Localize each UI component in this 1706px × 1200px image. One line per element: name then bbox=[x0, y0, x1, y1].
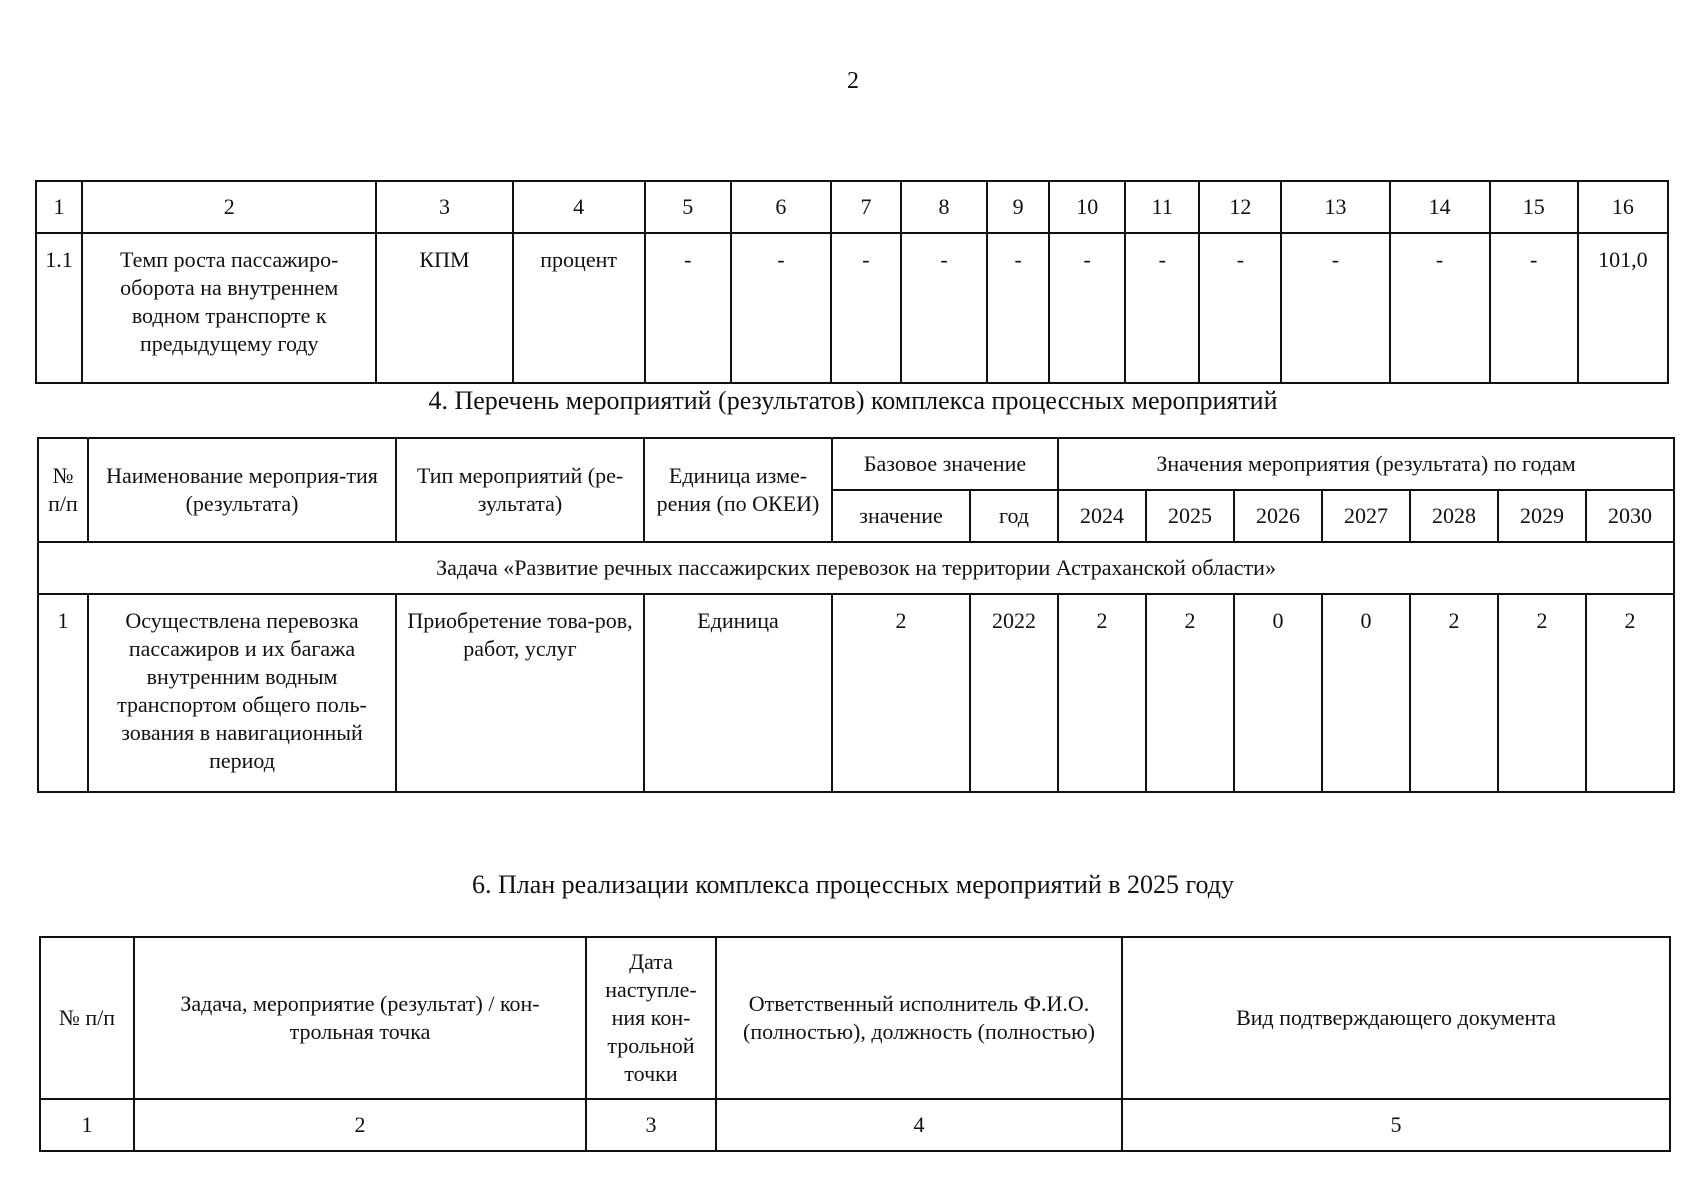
header-num: № п/п bbox=[40, 937, 134, 1099]
column-number: 2 bbox=[134, 1099, 586, 1151]
header-base-value: значение bbox=[832, 490, 970, 542]
table-cell: - bbox=[1390, 233, 1490, 383]
table-cell: - bbox=[1199, 233, 1281, 383]
activity-unit: Единица bbox=[644, 594, 832, 792]
section-4-title: 4. Перечень мероприятий (результатов) комплекса процессных мероприятий bbox=[428, 386, 1278, 415]
column-number: 3 bbox=[376, 181, 512, 233]
indicator-level: КПМ bbox=[376, 233, 512, 383]
header-base: Базовое значение bbox=[832, 438, 1058, 490]
column-number: 2 bbox=[82, 181, 376, 233]
table-cell: - bbox=[1049, 233, 1125, 383]
table-cell: - bbox=[831, 233, 901, 383]
activities-table bbox=[37, 437, 1675, 793]
column-number: 11 bbox=[1125, 181, 1199, 233]
indicator-unit: процент bbox=[513, 233, 645, 383]
year-value: 0 bbox=[1234, 594, 1322, 792]
activity-name: Осуществлена перевозка пассажиров и их багажа внутренним водным транспортом общего поль-зования в навигационный период bbox=[88, 594, 396, 792]
column-number: 12 bbox=[1199, 181, 1281, 233]
section-6-title: 6. План реализации комплекса процессных мероприятий в 2025 году bbox=[471, 870, 1235, 899]
header-type: Тип мероприятий (ре-зультата) bbox=[396, 438, 644, 542]
row-number: 1.1 bbox=[36, 233, 82, 383]
column-number: 15 bbox=[1490, 181, 1578, 233]
column-number: 1 bbox=[40, 1099, 134, 1151]
header-year: 2027 bbox=[1322, 490, 1410, 542]
table-row bbox=[40, 1099, 1670, 1151]
column-number: 7 bbox=[831, 181, 901, 233]
base-value: 2 bbox=[832, 594, 970, 792]
header-name: Наименование мероприя-тия (результата) bbox=[88, 438, 396, 542]
table-row bbox=[38, 594, 1674, 792]
year-value: 2 bbox=[1586, 594, 1674, 792]
table-header-row bbox=[38, 438, 1674, 490]
table-cell: - bbox=[1125, 233, 1199, 383]
header-num: № п/п bbox=[38, 438, 88, 542]
header-year: 2030 bbox=[1586, 490, 1674, 542]
table-cell: - bbox=[1490, 233, 1578, 383]
activity-type: Приобретение това-ров, работ, услуг bbox=[396, 594, 644, 792]
header-year: 2026 bbox=[1234, 490, 1322, 542]
year-value: 0 bbox=[1322, 594, 1410, 792]
column-number: 3 bbox=[586, 1099, 716, 1151]
column-number: 4 bbox=[513, 181, 645, 233]
header-years-group: Значения мероприятия (результата) по годам bbox=[1058, 438, 1674, 490]
column-number: 9 bbox=[987, 181, 1049, 233]
header-year: 2025 bbox=[1146, 490, 1234, 542]
table-row bbox=[36, 233, 1668, 383]
table-cell: - bbox=[731, 233, 831, 383]
plan-table bbox=[39, 936, 1671, 1152]
table-cell: - bbox=[1281, 233, 1389, 383]
row-number: 1 bbox=[38, 594, 88, 792]
column-number: 5 bbox=[1122, 1099, 1670, 1151]
column-number: 16 bbox=[1578, 181, 1668, 233]
column-number: 13 bbox=[1281, 181, 1389, 233]
column-number: 5 bbox=[645, 181, 731, 233]
task-title: Задача «Развитие речных пассажирских перевозок на территории Астраханской области» bbox=[38, 542, 1674, 594]
header-responsible: Ответственный исполнитель Ф.И.О. (полностью), должность (полностью) bbox=[716, 937, 1122, 1099]
header-date: Дата наступле-ния кон-трольной точки bbox=[586, 937, 716, 1099]
table-cell: - bbox=[645, 233, 731, 383]
header-document: Вид подтверждающего документа bbox=[1122, 937, 1670, 1099]
column-number: 10 bbox=[1049, 181, 1125, 233]
base-year: 2022 bbox=[970, 594, 1058, 792]
table-cell: 101,0 bbox=[1578, 233, 1668, 383]
table-cell: - bbox=[901, 233, 987, 383]
page-number: 2 bbox=[847, 68, 859, 94]
table-header-row bbox=[40, 937, 1670, 1099]
indicator-name: Темп роста пассажиро-оборота на внутреннем водном транспорте к предыдущему году bbox=[82, 233, 376, 383]
year-value: 2 bbox=[1146, 594, 1234, 792]
column-number: 14 bbox=[1390, 181, 1490, 233]
header-task: Задача, мероприятие (результат) / кон-трольная точка bbox=[134, 937, 586, 1099]
column-number: 1 bbox=[36, 181, 82, 233]
table-header-row bbox=[36, 181, 1668, 233]
indicators-table bbox=[35, 180, 1669, 384]
header-base-year: год bbox=[970, 490, 1058, 542]
column-number: 6 bbox=[731, 181, 831, 233]
year-value: 2 bbox=[1058, 594, 1146, 792]
year-value: 2 bbox=[1498, 594, 1586, 792]
column-number: 8 bbox=[901, 181, 987, 233]
header-year: 2028 bbox=[1410, 490, 1498, 542]
column-number: 4 bbox=[716, 1099, 1122, 1151]
year-value: 2 bbox=[1410, 594, 1498, 792]
header-year: 2029 bbox=[1498, 490, 1586, 542]
header-unit: Единица изме-рения (по ОКЕИ) bbox=[644, 438, 832, 542]
task-row bbox=[38, 542, 1674, 594]
header-year: 2024 bbox=[1058, 490, 1146, 542]
table-cell: - bbox=[987, 233, 1049, 383]
